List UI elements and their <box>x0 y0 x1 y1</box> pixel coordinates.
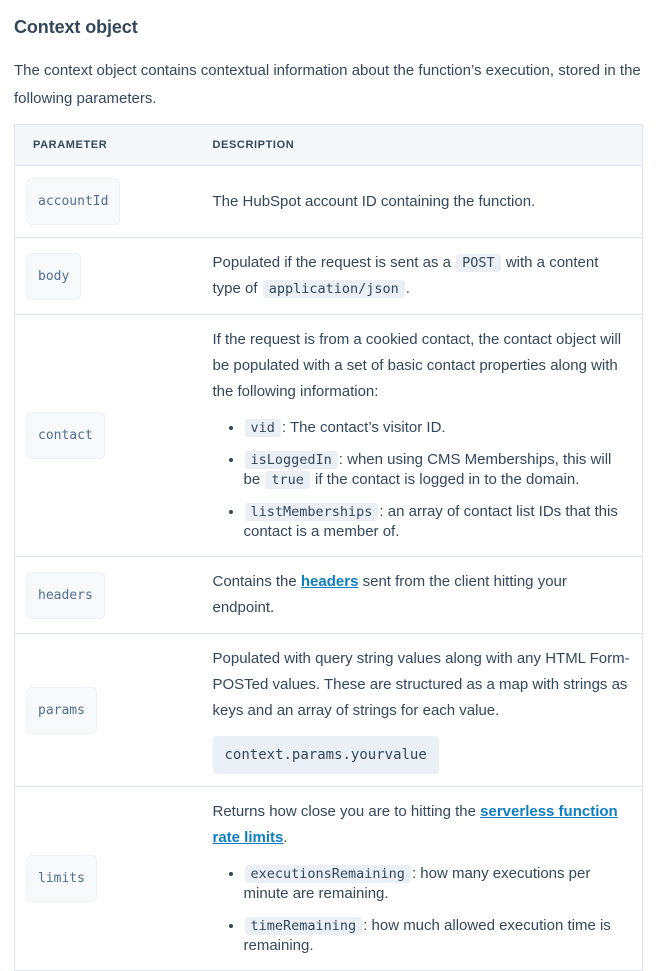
description-list <box>213 418 631 542</box>
parameter-name-code: params <box>26 687 97 734</box>
inline-code: timeRemaining <box>245 917 363 935</box>
text-segment: Returns how close you are to hitting the <box>212 803 481 820</box>
text-segment: : how much allowed execution time is remaining. <box>243 917 611 954</box>
inline-code: application/json <box>263 280 405 298</box>
text-segment: sent from the client hitting your endpoint. <box>212 573 567 616</box>
column-header-parameter: PARAMETER <box>15 125 200 166</box>
table-row-params <box>15 634 643 787</box>
text-segment: . <box>283 829 288 846</box>
inline-code: POST <box>456 254 501 272</box>
text-segment: . <box>405 280 410 297</box>
description-paragraph <box>213 327 631 405</box>
text-segment: If the request is from a cookied contact, the contact object will be populated with a set of basic contact properties along with the following information: <box>212 331 622 400</box>
parameter-cell <box>15 557 200 634</box>
description-cell <box>200 238 643 315</box>
parameter-cell <box>15 166 200 238</box>
text-segment: : The contact’s visitor ID. <box>281 419 446 436</box>
parameters-table <box>14 124 643 971</box>
parameter-cell <box>15 315 200 557</box>
description-paragraph <box>213 250 631 302</box>
list-item <box>244 864 631 904</box>
table-row-body <box>15 238 643 315</box>
parameter-cell <box>15 787 200 971</box>
inline-code: vid <box>245 419 281 437</box>
list-item <box>244 450 631 490</box>
description-cell <box>200 315 643 557</box>
text-segment: Populated with query string values along with any HTML Form-POSTed values. These are structured as a map with strings as keys and an array of strings for each value. <box>212 650 630 719</box>
parameter-name-code: limits <box>26 855 97 902</box>
list-item <box>244 916 631 956</box>
intro-paragraph: The context object contains contextual information about the function’s execution, stored in the following parameters. <box>14 62 641 107</box>
description-paragraph <box>213 569 631 621</box>
table-header-row <box>15 125 643 166</box>
inline-code: executionsRemaining <box>245 865 411 883</box>
description-cell <box>200 634 643 787</box>
text-segment: : an array of contact list IDs that this contact is a member of. <box>243 503 618 540</box>
table-row-contact <box>15 315 643 557</box>
description-cell <box>200 557 643 634</box>
text-segment: The HubSpot account ID containing the function. <box>212 192 536 210</box>
inline-code: listMemberships <box>245 503 379 521</box>
text-segment: : how many executions per minute are remaining. <box>243 865 591 902</box>
list-item <box>244 418 631 438</box>
table-row-headers <box>15 557 643 634</box>
text-segment: with a content type of <box>212 254 599 297</box>
text-segment: if the contact is logged in to the domain. <box>310 471 580 488</box>
parameter-name-code: accountId <box>26 178 120 225</box>
description-paragraph <box>213 646 631 724</box>
parameter-name-code: contact <box>26 412 105 459</box>
text-segment: Contains the <box>212 573 301 590</box>
description-paragraph <box>213 799 631 851</box>
docs-page <box>0 16 657 971</box>
table-row-limits <box>15 787 643 971</box>
inline-code: isLoggedIn <box>245 451 338 469</box>
inline-code: true <box>265 471 310 489</box>
text-segment: : when using CMS Memberships, this will be <box>243 451 612 488</box>
code-block: context.params.yourvalue <box>213 736 439 774</box>
parameter-cell <box>15 634 200 787</box>
description-cell <box>200 787 643 971</box>
page-title: Context object <box>14 17 138 37</box>
parameter-cell <box>15 238 200 315</box>
table-body <box>15 166 643 971</box>
parameter-name-code: body <box>26 253 81 300</box>
column-header-description: DESCRIPTION <box>200 125 643 166</box>
description-paragraph <box>213 189 631 215</box>
parameter-name-code: headers <box>26 572 105 619</box>
text-segment: Populated if the request is sent as a <box>212 254 456 271</box>
serverless-function-rate-limits-link[interactable]: serverless function rate limits <box>212 803 618 846</box>
description-cell <box>200 166 643 238</box>
table-header <box>15 125 643 166</box>
description-list <box>213 864 631 956</box>
headers-link[interactable]: headers <box>300 573 359 590</box>
list-item <box>244 502 631 542</box>
table-row-accountId <box>15 166 643 238</box>
